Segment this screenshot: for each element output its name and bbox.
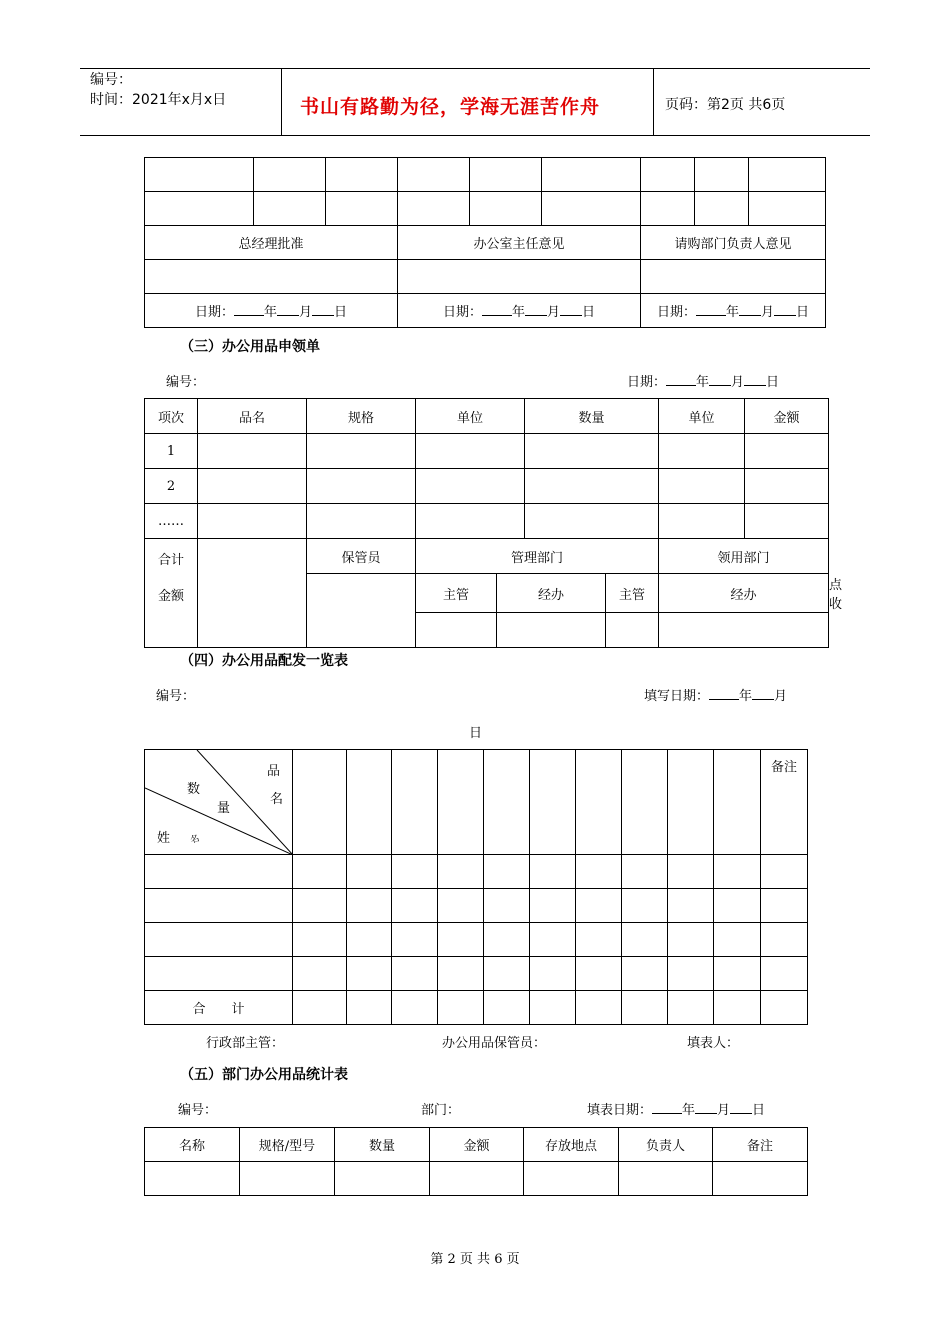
header-code-label: 编号： — [90, 72, 132, 88]
table-row — [145, 469, 829, 504]
sec3-sub-header: 经办 — [659, 574, 829, 613]
diag-person-char-1: 姓 — [157, 831, 171, 846]
sec4-signer-filler: 填表人： — [687, 1036, 740, 1051]
sec3-title: （三）办公用品申领单 — [180, 339, 320, 355]
col-header: 负责人 — [619, 1128, 713, 1162]
table-row — [145, 399, 829, 434]
col-header: 单位 — [416, 399, 525, 434]
sec3-use-dept-label: 领用部门 — [659, 539, 829, 574]
sec4-signer-admin: 行政部主管： — [206, 1036, 285, 1051]
col-header: 规格/型号 — [240, 1128, 335, 1162]
header-meta — [90, 70, 226, 110]
col-header: 备注 — [713, 1128, 808, 1162]
approval-gm-head: 总经理批准 — [145, 226, 398, 260]
diag-name-char: 名 — [270, 792, 284, 807]
diag-item-char: 品 — [267, 764, 281, 779]
sec4-code-label: 编号： — [156, 689, 196, 704]
approval-date-1: 日期： 年 月 日 — [145, 294, 398, 328]
col-header: 存放地点 — [524, 1128, 619, 1162]
col-header: 数量 — [525, 399, 659, 434]
sec4-total-label: 合 计 — [145, 991, 293, 1025]
approval-office-head: 办公室主任意见 — [398, 226, 641, 260]
header-page-info: 页码：第2页 共6页 — [665, 97, 786, 113]
header-time-label: 时间：2021年x月x日 — [90, 92, 227, 108]
sec5-stats-table — [144, 1127, 808, 1196]
col-header: 项次 — [145, 399, 198, 434]
col-header: 品名 — [198, 399, 307, 434]
row-index: 1 — [145, 434, 198, 469]
table-row — [145, 294, 826, 328]
sec4-distribution-table — [144, 749, 808, 1025]
table-row — [145, 750, 808, 855]
sec4-day-label: 日 — [469, 726, 483, 741]
table-row — [145, 1162, 808, 1196]
sec3-sub-header: 经办 — [497, 574, 606, 613]
sec3-requisition-table — [144, 398, 843, 648]
col-header: 名称 — [145, 1128, 240, 1162]
sec3-sub-header: 主管 — [416, 574, 497, 613]
sec4-date: 填写日期： 年 月 — [644, 689, 788, 704]
header-top-rule — [80, 68, 870, 69]
col-header: 金额 — [430, 1128, 524, 1162]
header-divider-1 — [281, 68, 282, 136]
header-bottom-rule — [80, 135, 870, 136]
sec3-date: 日期： 年 月 日 — [627, 375, 780, 390]
header-motto: 书山有路勤为径，学海无涯苦作舟 — [300, 96, 601, 118]
sec3-mgmt-dept-label: 管理部门 — [416, 539, 659, 574]
table-row — [145, 192, 826, 226]
sec3-code-label: 编号： — [166, 375, 206, 390]
table-row — [145, 889, 808, 923]
col-header: 规格 — [307, 399, 416, 434]
col-header: 金额 — [745, 399, 829, 434]
row-index: 2 — [145, 469, 198, 504]
sec3-sub-header: 主管 — [606, 574, 659, 613]
table-row — [145, 226, 826, 260]
approval-table — [144, 157, 826, 328]
sec5-date: 填表日期： 年 月 日 — [587, 1103, 766, 1118]
sec3-total-amount: 合计 金额 — [145, 539, 198, 648]
col-header: 单位 — [659, 399, 745, 434]
table-row — [145, 539, 829, 574]
table-row — [145, 923, 808, 957]
sec5-code-label: 编号： — [178, 1103, 218, 1118]
table-row — [145, 991, 808, 1025]
row-index: …… — [145, 504, 198, 539]
table-row — [145, 855, 808, 889]
table-row — [145, 504, 829, 539]
sec5-title: （五）部门办公用品统计表 — [180, 1067, 348, 1083]
sec4-remark-header: 备注 — [761, 750, 808, 855]
table-row — [145, 1128, 808, 1162]
table-row: 主管 经办 主管 经办 点收 — [145, 574, 829, 613]
sec4-title: （四）办公用品配发一览表 — [180, 653, 348, 669]
header-divider-2 — [653, 68, 654, 136]
sec4-signer-keeper: 办公用品保管员： — [442, 1036, 547, 1051]
approval-date-3: 日期： 年 月 日 — [641, 294, 826, 328]
col-header: 数量 — [335, 1128, 430, 1162]
approval-dept-head: 请购部门负责人意见 — [641, 226, 826, 260]
diag-qty-char-2: 量 — [217, 801, 231, 816]
sec5-dept-label: 部门： — [421, 1103, 461, 1118]
table-row — [145, 158, 826, 192]
diag-person-char-2: 名 — [189, 833, 201, 847]
sec3-keeper-label: 保管员 — [307, 539, 416, 574]
table-row — [145, 260, 826, 294]
approval-date-2: 日期： 年 月 日 — [398, 294, 641, 328]
page-footer: 第 2 页 共 6 页 — [430, 1252, 520, 1267]
sec4-diagonal-header — [145, 750, 293, 855]
table-row — [145, 957, 808, 991]
diag-qty-char-1: 数 — [187, 782, 201, 797]
table-row — [145, 434, 829, 469]
